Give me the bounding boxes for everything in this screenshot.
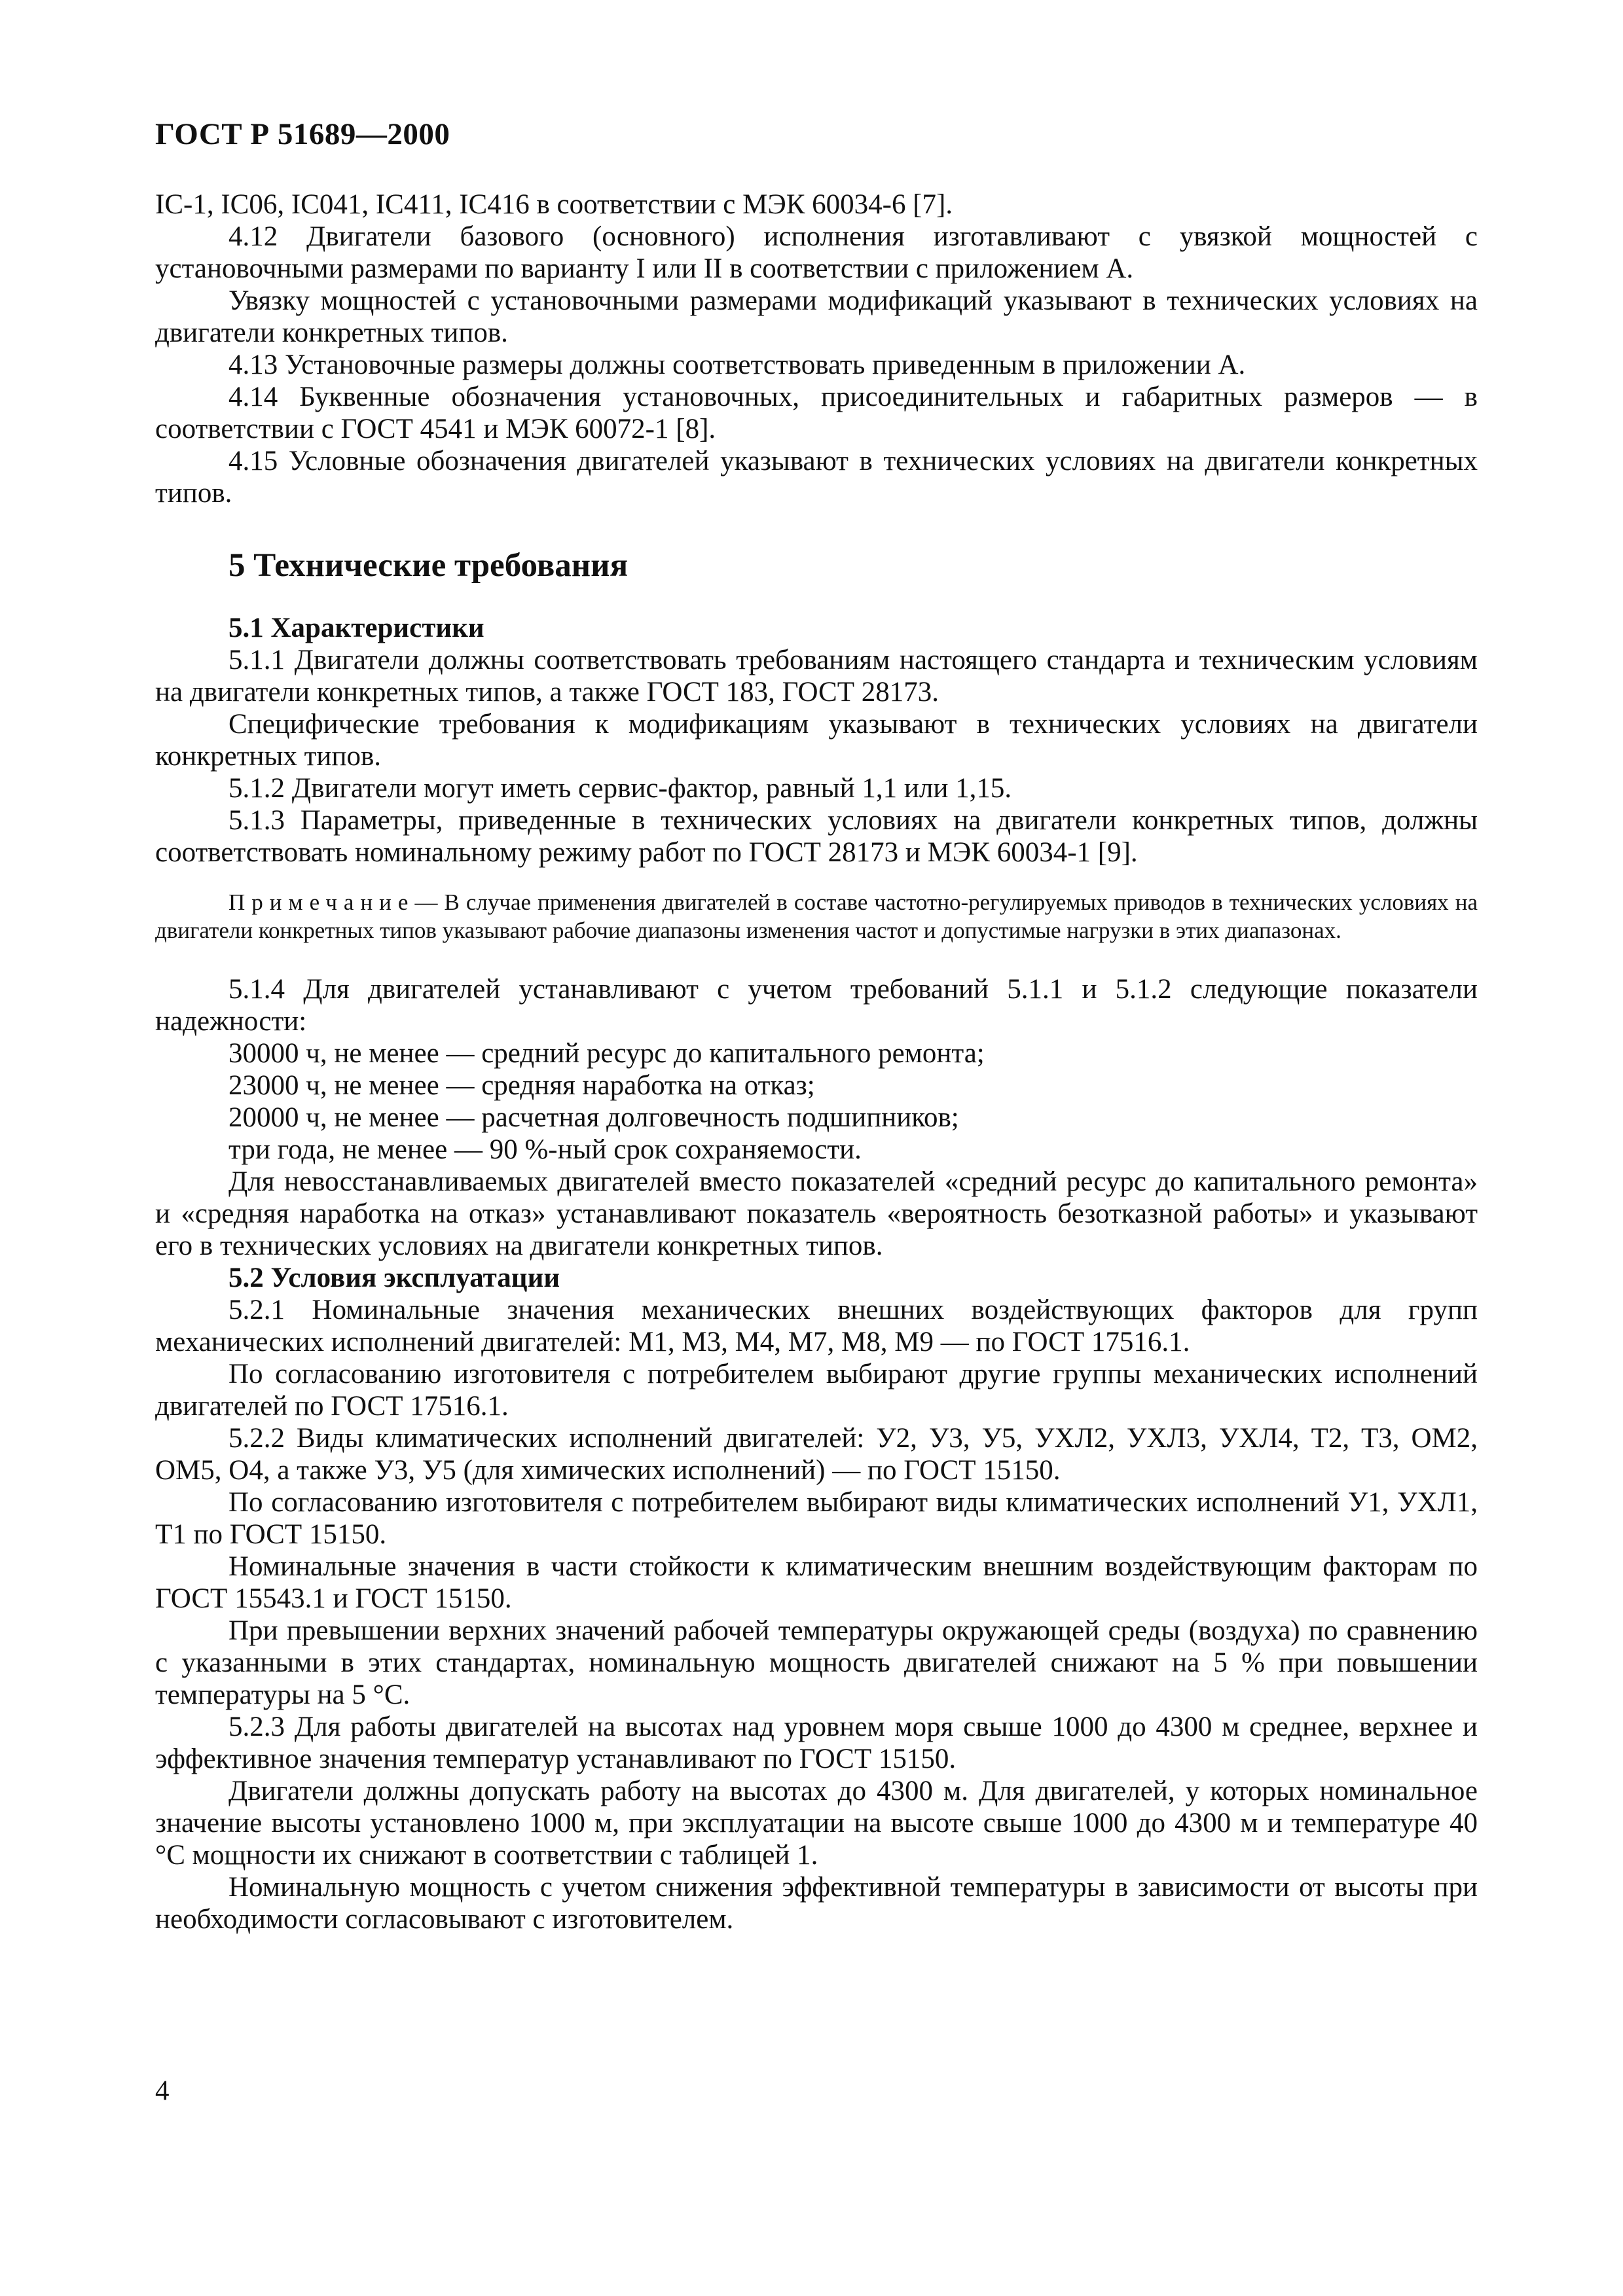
paragraph: Номинальную мощность с учетом снижения эффективной температуры в зависимости от высоты при необходимости согласовывают с изготовителем. — [155, 1872, 1478, 1935]
paragraph: По согласованию изготовителя с потребителем выбирают другие группы механических исполнений двигателей по ГОСТ 17516.1. — [155, 1359, 1478, 1422]
note-label: Примечание — [228, 889, 415, 915]
paragraph: 5.2.3 Для работы двигателей на высотах над уровнем моря свыше 1000 до 4300 м среднее, верхнее и эффективное значения температур устанавливают по ГОСТ 15150. — [155, 1712, 1478, 1774]
paragraph: При превышении верхних значений рабочей температуры окружающей среды (воздуха) по сравнению с указанными в этих стандартах, номинальную мощность двигателей снижают на 5 % при повышении температуры на 5 °С. — [155, 1615, 1478, 1710]
paragraph: 5.1.2 Двигатели могут иметь сервис-фактор, равный 1,1 или 1,15. — [228, 773, 1012, 804]
standard-header: ГОСТ Р 51689—2000 — [155, 117, 450, 151]
paragraph: 5.1.4 Для двигателей устанавливают с учетом требований 5.1.1 и 5.1.2 следующие показатели надежности: — [155, 974, 1478, 1037]
page-number: 4 — [155, 2075, 170, 2106]
paragraph: Увязку мощностей с установочными размерами модификаций указывают в технических условиях на двигатели конкретных типов. — [155, 285, 1478, 348]
paragraph: 5.1.3 Параметры, приведенные в технических условиях на двигатели конкретных типов, должны соответствовать номинальному режиму работ по ГОСТ 28173 и МЭК 60034-1 [9]. — [155, 805, 1478, 868]
paragraph: Двигатели должны допускать работу на высотах до 4300 м. Для двигателей, у которых номинальное значение высоты установлено 1000 м, при эксплуатации на высоте свыше 1000 до 4300 м и температуре 40 °С мощности их снижают в соответствии с таблицей 1. — [155, 1776, 1478, 1871]
paragraph: 5.1.1 Двигатели должны соответствовать требованиям настоящего стандарта и техническим условиям на двигатели конкретных типов, а также ГОСТ 183, ГОСТ 28173. — [155, 645, 1478, 708]
paragraph: 5.2.1 Номинальные значения механических внешних воздействующих факторов для групп механических исполнений двигателей: М1, М3, М4, М7, М8, М9 — по ГОСТ 17516.1. — [155, 1295, 1478, 1357]
paragraph: 4.14 Буквенные обозначения установочных, присоединительных и габаритных размеров — в соответствии с ГОСТ 4541 и МЭК 60072-1 [8]. — [155, 382, 1478, 444]
section-title: 5 Технические требования — [228, 547, 629, 584]
note-text: — В случае применения двигателей в составе частотно-регулируемых приводов в технических условиях на двигатели конкретных типов указывают рабочие диапазоны изменения частот и допустимые нагрузки в этих диапазонах. — [155, 889, 1478, 943]
paragraph: Для невосстанавливаемых двигателей вместо показателей «средний ресурс до капитального ремонта» и «средняя наработка на отказ» устанавливают показатель «вероятность безотказной работы» и указывают его в технических условиях на двигатели конкретных типов. — [155, 1166, 1478, 1261]
list-item: 20000 ч, не менее — расчетная долговечность подшипников; — [228, 1102, 959, 1133]
list-item: 23000 ч, не менее — средняя наработка на отказ; — [228, 1070, 815, 1101]
note — [155, 888, 1478, 944]
paragraph: IC-1, IC06, IC041, IC411, IC416 в соответствии с МЭК 60034-6 [7]. — [155, 189, 953, 220]
list-item: 30000 ч, не менее — средний ресурс до капитального ремонта; — [228, 1038, 985, 1069]
paragraph: 4.13 Установочные размеры должны соответствовать приведенным в приложении А. — [228, 350, 1246, 380]
document-body — [155, 188, 1478, 1935]
paragraph: Номинальные значения в части стойкости к климатическим внешним воздействующим факторам по ГОСТ 15543.1 и ГОСТ 15150. — [155, 1551, 1478, 1614]
paragraph: 5.2.2 Виды климатических исполнений двигателей: У2, У3, У5, УХЛ2, УХЛ3, УХЛ4, Т2, Т3, ОМ2, ОМ5, О4, а также У3, У5 (для химических исполнений) — по ГОСТ 15150. — [155, 1423, 1478, 1486]
list-item: три года, не менее — 90 %-ный срок сохраняемости. — [228, 1134, 862, 1165]
subsection-heading: 5.1 Характеристики — [228, 613, 484, 643]
paragraph: 4.15 Условные обозначения двигателей указывают в технических условиях на двигатели конкретных типов. — [155, 446, 1478, 509]
paragraph: Специфические требования к модификациям указывают в технических условиях на двигатели конкретных типов. — [155, 709, 1478, 772]
subsection-heading: 5.2 Условия эксплуатации — [228, 1263, 560, 1293]
paragraph: По согласованию изготовителя с потребителем выбирают виды климатических исполнений У1, УХЛ1, Т1 по ГОСТ 15150. — [155, 1487, 1478, 1550]
paragraph: 4.12 Двигатели базового (основного) исполнения изготавливают с увязкой мощностей с установочными размерами по варианту I или II в соответствии с приложением А. — [155, 221, 1478, 284]
